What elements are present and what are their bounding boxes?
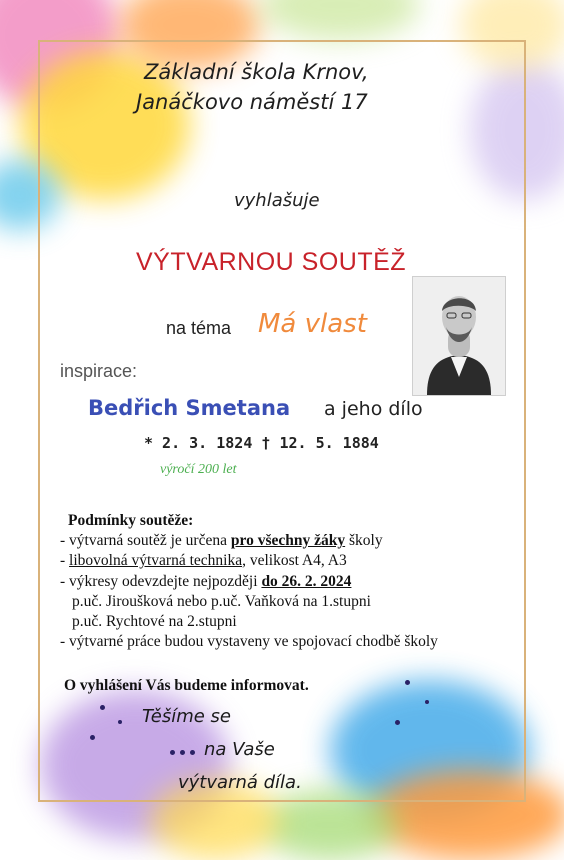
composer-portrait: [412, 276, 506, 396]
condition-line-3-deadline: do 26. 2. 2024: [261, 573, 352, 590]
condition-line-2-dash: -: [60, 552, 70, 569]
conditions-heading: Podmínky soutěže:: [68, 512, 194, 529]
theme-name: Má vlast: [258, 309, 367, 339]
theme-prefix: na téma: [166, 318, 232, 338]
condition-line-1-text: - výtvarná soutěž je určena: [60, 532, 231, 549]
closing-line-1: Těšíme se: [142, 706, 232, 727]
school-name: Základní škola Krnov,: [144, 60, 369, 84]
announce-text: vyhlašuje: [234, 190, 320, 211]
condition-line-1: [60, 532, 383, 550]
condition-line-1-end: školy: [345, 532, 383, 549]
condition-line-2: [60, 552, 347, 570]
condition-line-3-text: - výkresy odevzdejte nejpozději: [60, 573, 262, 590]
inspiration-label: inspirace:: [60, 361, 138, 381]
composer-suffix: a jeho dílo: [324, 398, 423, 420]
condition-line-5: p.uč. Rychtové na 2.stupni: [72, 613, 237, 630]
anniversary-note: výročí 200 let: [160, 462, 237, 477]
condition-line-1-emphasis: pro všechny žáky: [230, 532, 346, 549]
portrait-icon: [413, 277, 505, 395]
school-address: Janáčkovo náměstí 17: [136, 90, 368, 114]
composer-dates: * 2. 3. 1824 † 12. 5. 1884: [144, 434, 379, 452]
closing-line-3: výtvarná díla.: [178, 772, 302, 793]
condition-line-2-end: , velikost A4, A3: [242, 552, 347, 569]
closing-line-2: na Vaše: [204, 739, 275, 760]
condition-line-2-underlined: libovolná výtvarná technika: [69, 552, 243, 569]
condition-line-4: p.uč. Jiroušková nebo p.uč. Vaňková na 1.stupni: [72, 593, 371, 610]
condition-line-6: - výtvarné práce budou vystaveny ve spojovací chodbě školy: [60, 633, 438, 650]
condition-line-3: [60, 573, 351, 591]
inform-note: O vyhlášení Vás budeme informovat.: [64, 677, 309, 694]
composer-name: Bedřich Smetana: [88, 396, 291, 420]
contest-title: VÝTVARNOU SOUTĚŽ: [136, 248, 407, 276]
watercolor-splash-green: [260, 0, 420, 40]
